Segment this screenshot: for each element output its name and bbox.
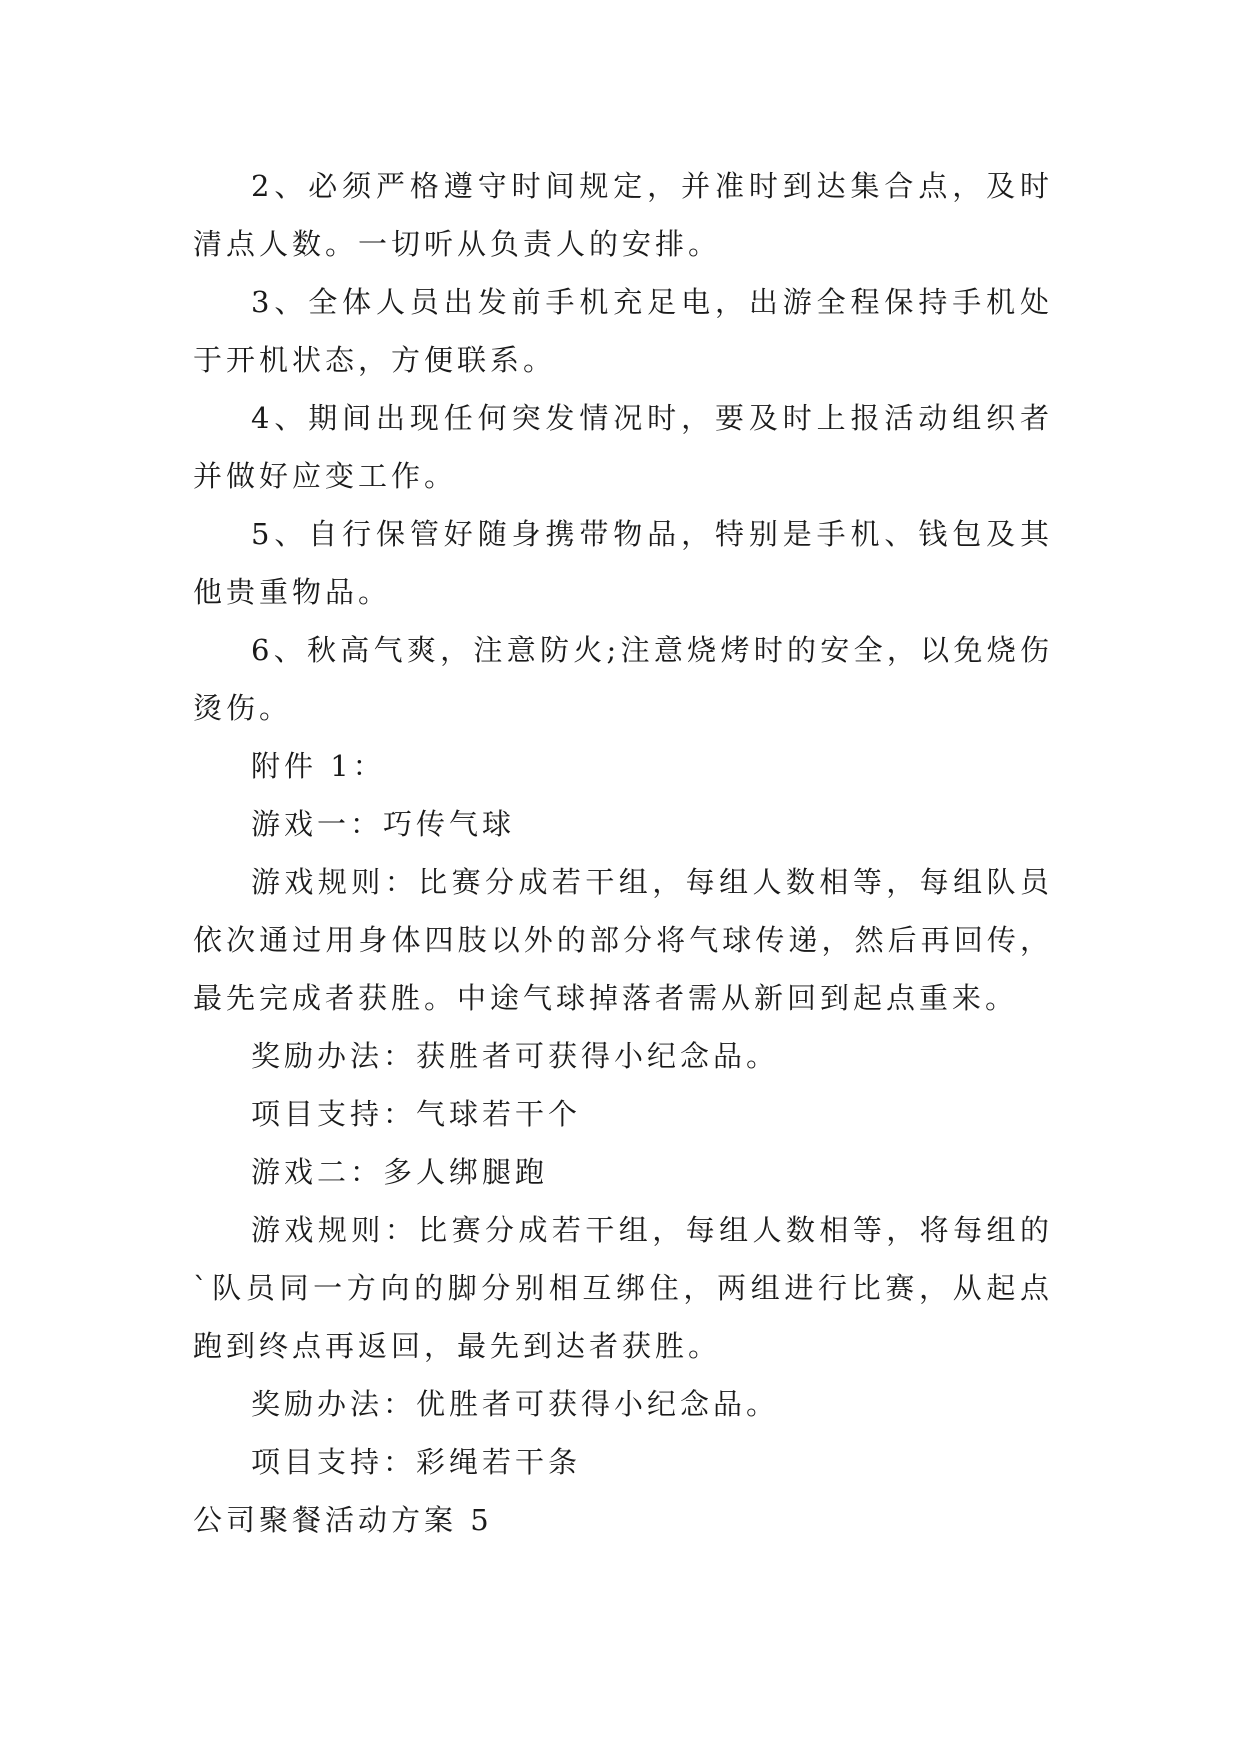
attachment-heading: 附件 1： <box>251 749 386 783</box>
rule-paragraph-2: 2、必须严格遵守时间规定，并准时到达集合点，及时清点人数。一切听从负责人的安排。 <box>193 169 1053 261</box>
game-two-reward: 奖励办法：优胜者可获得小纪念品。 <box>251 1387 780 1421</box>
game-one-support: 项目支持：气球若干个 <box>251 1097 582 1131</box>
game-one-reward: 奖励办法：获胜者可获得小纪念品。 <box>251 1039 780 1073</box>
rule-paragraph-5: 5、自行保管好随身携带物品，特别是手机、钱包及其他贵重物品。 <box>193 517 1053 609</box>
game-two-rules: 游戏规则：比赛分成若干组，每组人数相等，将每组的`队员同一方向的脚分别相互绑住，两组进行比赛，从起点跑到终点再返回，最先到达者获胜。 <box>193 1213 1053 1363</box>
game-one-rules: 游戏规则：比赛分成若干组，每组人数相等，每组队员依次通过用身体四肢以外的部分将气球传递，然后再回传，最先完成者获胜。中途气球掉落者需从新回到起点重来。 <box>193 865 1053 1015</box>
section-title: 公司聚餐活动方案 5 <box>193 1503 493 1537</box>
rule-paragraph-3: 3、全体人员出发前手机充足电，出游全程保持手机处于开机状态，方便联系。 <box>193 285 1053 377</box>
game-one-title: 游戏一：巧传气球 <box>251 807 516 841</box>
game-two-support: 项目支持：彩绳若干条 <box>251 1445 582 1479</box>
rule-paragraph-6: 6、秋高气爽，注意防火;注意烧烤时的安全，以免烧伤烫伤。 <box>193 633 1053 725</box>
game-two-title: 游戏二：多人绑腿跑 <box>251 1155 549 1189</box>
document-body <box>193 157 1053 1549</box>
rule-paragraph-4: 4、期间出现任何突发情况时，要及时上报活动组织者并做好应变工作。 <box>193 401 1053 493</box>
